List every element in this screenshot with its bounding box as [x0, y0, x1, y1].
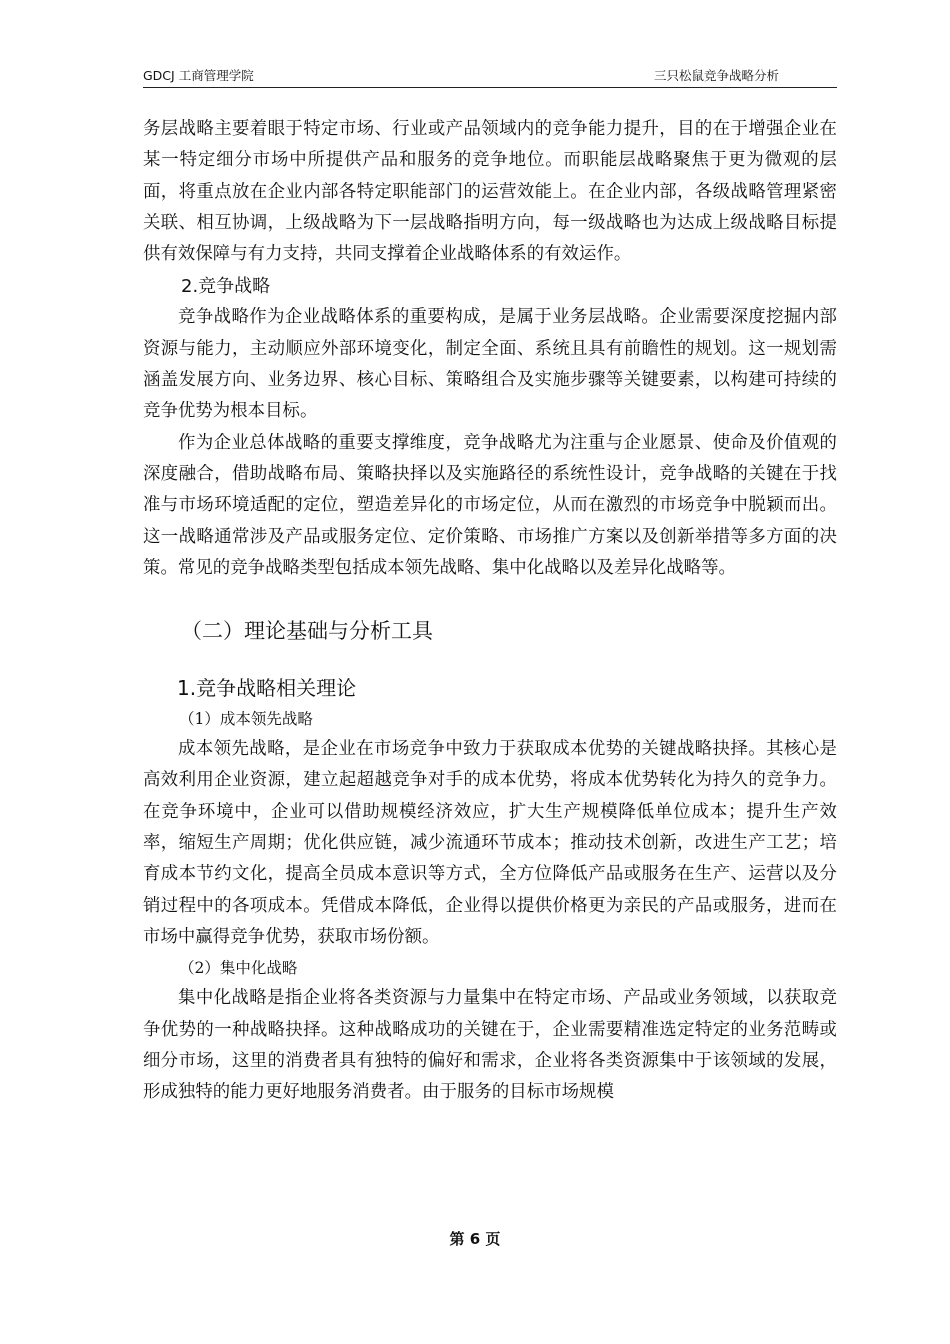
paragraph-5: 集中化战略是指企业将各类资源与力量集中在特定市场、产品或业务领域，以获取竞争优势的一种战略抉择。这种战略成功的关键在于，企业需要精准选定特定的业务范畴或细分市场，这里的消费者具有独特的偏好和需求，企业将各类资源集中于该领域的发展，形成独特的能力更好地服务消费者。由于服务的目标市场规模 — [143, 988, 837, 1103]
paragraph-4: 成本领先战略，是企业在市场竞争中致力于获取成本优势的关键战略抉择。其核心是高效利用企业资源，建立起超越竞争对手的成本优势，将成本优势转化为持久的竞争力。在竞争环境中，企业可以借助规模经济效应，扩大生产规模降低单位成本；提升生产效率，缩短生产周期；优化供应链，减少流通环节成本；推动技术创新，改进生产工艺；培育成本节约文化，提高全员成本意识等方式，全方位降低产品或服务在生产、运营以及分销过程中的各项成本。凭借成本降低，企业得以提供价格更为亲民的产品或服务，进而在市场中赢得竞争优势，获取市场份额。 — [143, 739, 837, 947]
document-body — [143, 114, 837, 1108]
page-number: 第 6 页 — [449, 1230, 501, 1248]
heading-section-2: （二）理论基础与分析工具 — [181, 619, 433, 644]
header-institution: GDCJ 工商管理学院 — [143, 68, 254, 83]
header-title: 三只松鼠竞争战略分析 — [653, 68, 779, 83]
heading-focus-strategy: （2）集中化战略 — [179, 959, 298, 978]
paragraph-1: 务层战略主要着眼于特定市场、行业或产品领域内的竞争能力提升，目的在于增强企业在某一特定细分市场中所提供产品和服务的竞争地位。而职能层战略聚焦于更为微观的层面，将重点放在企业内部各特定职能部门的运营效能上。在企业内部，各级战略管理紧密关联、相互协调，上级战略为下一层战略指明方向，每一级战略也为达成上级战略目标提供有效保障与有力支持，共同支撑着企业战略体系的有效运作。 — [143, 119, 837, 265]
paragraph-3: 作为企业总体战略的重要支撑维度，竞争战略尤为注重与企业愿景、使命及价值观的深度融合，借助战略布局、策略抉择以及实施路径的系统性设计，竞争战略的关键在于找准与市场环境适配的定位，塑造差异化的市场定位，从而在激烈的市场竞争中脱颖而出。这一战略通常涉及产品或服务定位、定价策略、市场推广方案以及创新举措等多方面的决策。常见的竞争战略类型包括成本领先战略、集中化战略以及差异化战略等。 — [143, 432, 837, 578]
heading-theory: 1.竞争战略相关理论 — [177, 676, 357, 701]
heading-competitive-strategy: 2.竞争战略 — [181, 276, 271, 298]
page-header — [143, 64, 837, 88]
heading-cost-leadership: （1）成本领先战略 — [179, 710, 313, 729]
paragraph-2: 竞争战略作为企业战略体系的重要构成，是属于业务层战略。企业需要深度挖掘内部资源与能力，主动顺应外部环境变化，制定全面、系统且具有前瞻性的规划。这一规划需涵盖发展方向、业务边界、核心目标、策略组合及实施步骤等关键要素，以构建可持续的竞争优势为根本目标。 — [143, 307, 837, 422]
